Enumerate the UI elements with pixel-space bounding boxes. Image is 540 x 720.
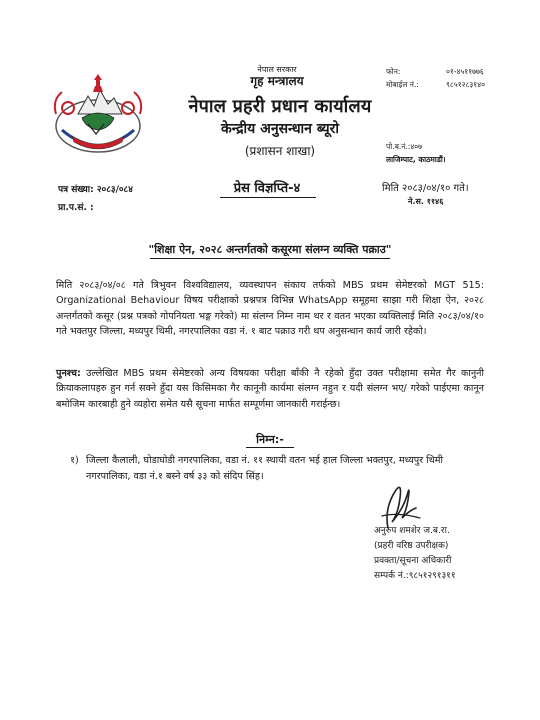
signatory-role: प्रवक्ता/सूचना अधिकारी [374,556,452,566]
office-address: लाजिम्पाट, काठमाडौं। [386,155,446,164]
signatory-rank: (प्रहरी वरिष्ठ उपरीक्षक) [374,541,449,551]
subject-heading: "शिक्षा ऐन, २०२८ अन्तर्गतको कसूरमा संलग्न व्यक्ति पक्राउ" [148,243,392,256]
phone-label: फोन: [386,67,401,76]
title-underline [220,197,316,198]
press-release-title: प्रेस विज्ञप्ति-४ [233,181,301,196]
phone-value: ०१-४५११७७६ [446,67,484,76]
branch-name: (प्रशासन शाखा) [244,144,316,158]
signatory-phone: सम्पर्क नं.:९८५१२९१३११ [374,571,456,581]
pra-pa-sa: प्रा.प.सं. : [58,203,94,213]
body-paragraph-1: मिति २०८३/०४/०८ गते त्रिभुवन विश्वविद्यालय, व्यवस्थापन संकाय तर्फको MBS प्रथम सेमेष्टरको MGT 515: Organizational Behaviour विषय परीक्षाको प्रश्नपत्र विभिन्न WhatsApp समूहमा साझा गरी शिक्षा ऐन, २०२८ अन्तर्गतको कसूर (प्रश्न पत्रको गोपनियता भङ्ग गरेको) मा संलग्न निम्न नाम थर र वतन भएका व्यक्तिलाई मिति २०८३/०४/१० गते भक्तपुर जिल्ला, मध्यपुर थिमी, नगरपालिका वडा नं. १ बाट पक्राउ गरी थप अनुसन्धान कार्य जारी रहेको। [56,280,484,338]
po-box: पो.ब.नं.:४०७ [386,142,423,151]
ministry-name: गृह मन्त्रालय [250,74,304,88]
mobile-value: ९८५१२८३१४० [446,80,485,89]
postscript-label: पुनश्च: [56,368,81,379]
government-name: नेपाल सरकार [257,65,297,74]
letter-number: पत्र संख्या: २०८३/०८४ [58,185,133,195]
office-title: नेपाल प्रहरी प्रधान कार्यालय [188,96,372,117]
bureau-name: केन्द्रीय अनुसन्धान ब्यूरो [221,121,339,137]
nepal-sambat: ने.स. ११४६ [408,197,444,206]
issue-date: मिति २०८३/०४/१० गते। [382,183,469,194]
list-item-text: जिल्ला कैलाली, घोडाघोडी नगरपालिका, वडा नं. ११ स्थायी वतन भई हाल जिल्ला भक्तपुर, मध्यपुर थिमी नगरपालिका, वडा नं.१ बस्ने वर्ष ३३ को संदिप सिंह। [86,455,444,482]
subject-underline [150,258,390,259]
mobile-label: मोबाईल नं.: [386,80,419,89]
body-paragraph-2 [56,366,484,412]
signatory-name: अनुरुप शमशेर ज.ब.रा. [374,526,450,536]
list-heading: निम्न:- [256,433,284,446]
list-underline [246,447,294,448]
nepal-emblem-icon [48,74,148,158]
list-item-number: १) [70,455,79,466]
postscript-text: उल्लेखित MBS प्रथम सेमेष्टरको अन्य विषयका परीक्षा बाँकी नै रहेको हुँदा उक्त परीक्षामा समेत गैर कानुनी क्रियाकलापहरु हुन गर्न सक्ने हुँदा यस किसिमका गैर कानूनी कार्यमा संलग्न नहुन र यदी संलग्न भए/ गरेको पाईएमा कानून बमोजिम कारबाही हुने व्यहोरा समेत यसै सूचना मार्फत सम्पूर्णमा जानकारी गराईन्छ। [56,368,484,410]
